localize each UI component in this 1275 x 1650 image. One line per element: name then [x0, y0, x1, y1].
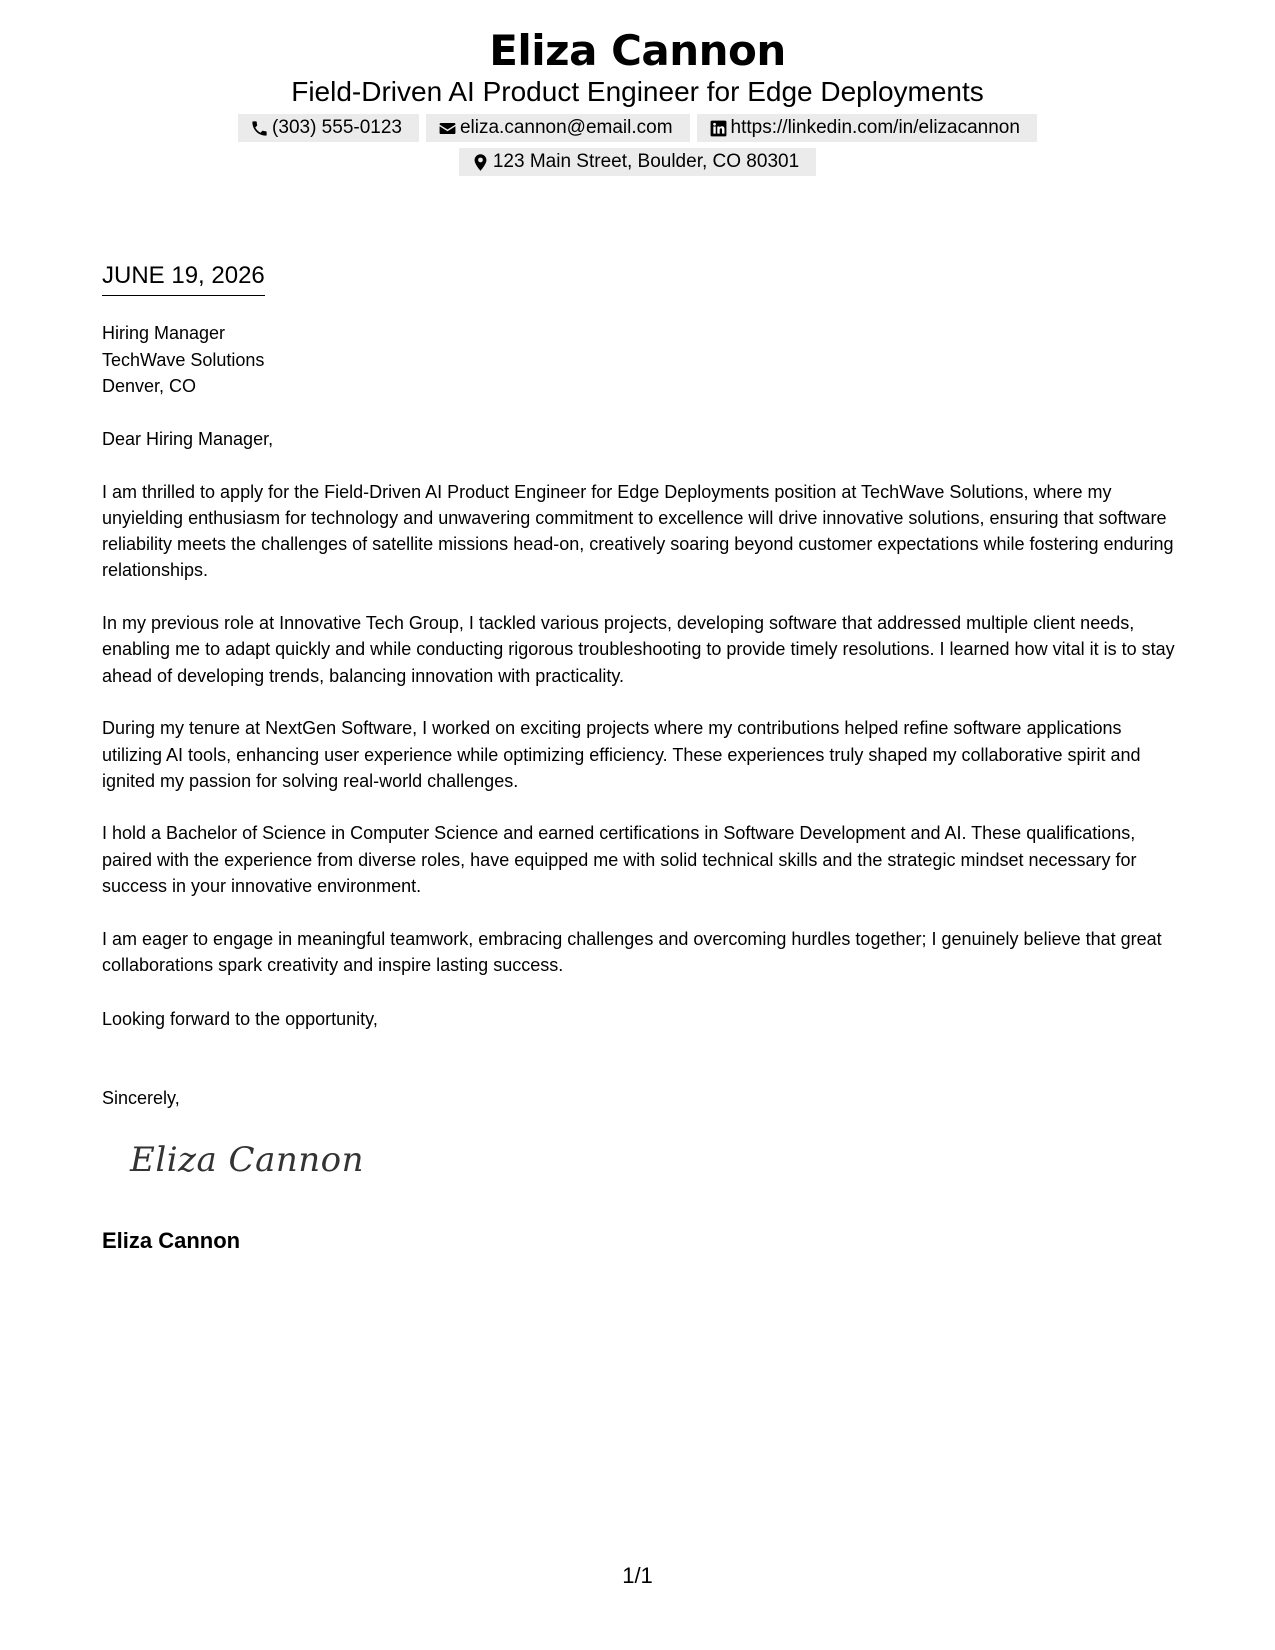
letter-header — [0, 24, 1275, 176]
email-text: eliza.cannon@email.com — [459, 117, 673, 138]
phone-icon — [250, 119, 269, 138]
envelope-icon — [438, 119, 457, 138]
paragraph-education: I hold a Bachelor of Science in Computer Science and earned certifications in Software Development and AI. These qualifications, paired with the experience from diverse roles, have equipped me with solid technical skills and the strategic mindset necessary for success in your innovative environment. — [102, 823, 1137, 897]
recipient-location: Denver, CO — [102, 376, 197, 396]
recipient-title: Hiring Manager — [102, 323, 226, 343]
recipient-block — [102, 320, 264, 400]
linkedin-text: https://linkedin.com/in/elizacannon — [730, 117, 1020, 138]
phone-text: (303) 555-0123 — [272, 117, 402, 138]
job-title: Field-Driven AI Product Engineer for Edge Deployments — [291, 76, 984, 107]
applicant-name: Eliza Cannon — [489, 26, 786, 75]
salutation: Dear Hiring Manager, — [102, 429, 274, 449]
contact-row-primary — [0, 114, 1275, 142]
paragraph-tenure: During my tenure at NextGen Software, I worked on exciting projects where my contributions helped refine software applications utilizing AI tools, enhancing user experience while optimizing efficiency. These experiences truly shaped my collaborative spirit and ignited my passion for solving real-world challenges. — [102, 718, 1141, 791]
paragraph-previous-role: In my previous role at Innovative Tech Group, I tackled various projects, developing software that addressed multiple client needs, enabling me to adapt quickly and while conducting rigorous troubleshooting to provide timely resolutions. I learned how vital it is to stay ahead of developing trends, balancing innovation with practicality. — [102, 613, 1175, 686]
handwritten-signature — [130, 1140, 364, 1180]
signer-name: Eliza Cannon — [102, 1228, 241, 1253]
linkedin-icon — [709, 119, 728, 138]
letter-content — [102, 426, 1182, 1005]
recipient-company: TechWave Solutions — [102, 349, 265, 370]
paragraph-teamwork: I am eager to engage in meaningful teamwork, embracing challenges and overcoming hurdles together; I genuinely believe that great collaborations spark creativity and inspire lasting success. — [102, 928, 1162, 975]
letter-date: JUNE 19, 2026 — [102, 262, 265, 296]
email-contact[interactable] — [426, 114, 690, 142]
linkedin-contact[interactable] — [697, 114, 1037, 142]
closing-line: Looking forward to the opportunity, — [102, 1009, 378, 1029]
map-marker-icon — [471, 153, 490, 172]
paragraph-intro: I am thrilled to apply for the Field-Driven AI Product Engineer for Edge Deployments position at TechWave Solutions, where my unyielding enthusiasm for technology and unwavering commitment to excellence will drive innovative solutions, ensuring that software reliability meets the challenges of satellite missions head-on, creatively soaring beyond customer expectations while fostering enduring relationships. — [102, 481, 1174, 581]
address-contact[interactable] — [459, 148, 816, 176]
signature-text: Eliza Cannon — [130, 1140, 365, 1180]
sign-off: Sincerely, — [102, 1088, 180, 1108]
phone-contact[interactable] — [238, 114, 419, 142]
page-number: 1/1 — [622, 1563, 653, 1588]
address-text: 123 Main Street, Boulder, CO 80301 — [492, 151, 800, 172]
contact-row-secondary — [0, 148, 1275, 176]
